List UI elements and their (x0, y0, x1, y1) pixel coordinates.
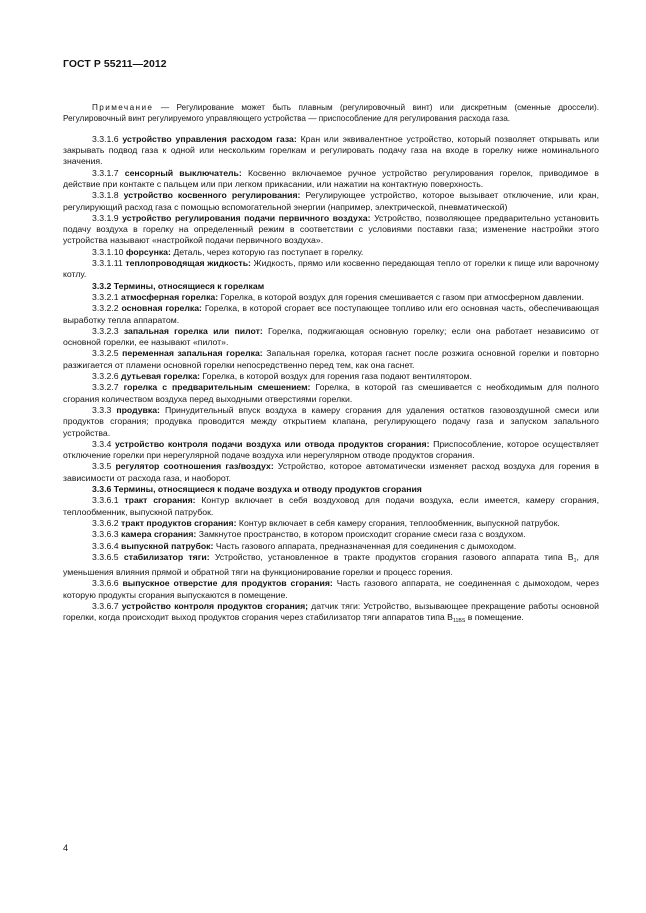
term-name: Термины, относящиеся к горелкам (113, 280, 265, 291)
clause-number: 3.3.2.7 (92, 382, 119, 393)
term-paragraph (63, 541, 599, 552)
term-paragraph (63, 552, 599, 579)
page-number: 4 (63, 843, 69, 853)
term-name: основная горелка: (121, 303, 202, 314)
clause-number: 3.3.6.6 (92, 578, 119, 589)
term-paragraph (63, 190, 599, 213)
term-paragraph (63, 461, 599, 484)
clause-number: 3.3.1.9 (92, 212, 119, 223)
term-definition: Устройство, установленное в тракте продуктов сгорания газового аппарата типа В (214, 551, 574, 562)
term-paragraph (63, 578, 599, 601)
term-paragraph (63, 371, 599, 382)
term-definition: Горелка, в которой сгорает все поступающее топливо или его основная часть, обеспечивающая выработку тепла аппаратом. (63, 303, 599, 325)
note-text: — Регулирование может быть плавным (регулировочный винт) или дискретным (сменные дроссели). Регулировочный винт регулируемого управляющего устройства — приспособление для регулирования расхода газа. (63, 103, 599, 123)
term-paragraph (63, 258, 599, 281)
term-paragraph (63, 213, 599, 247)
term-definition: Принудительный впуск воздуха в камеру сгорания для удаления остатков газовоздушной смеси или продуктов сгорания; продувка проводится между открытием клапана, регулирующего подачу газа и запуском запального устройства. (63, 404, 599, 438)
term-definition: Запальная горелка, которая гаснет после розжига основной горелки и повторно разжигается от пламени основной горелки непосредственно перед тем, как она гаснет. (63, 348, 599, 370)
clause-number: 3.3.2 (92, 280, 112, 291)
term-definition: Жидкость, прямо или косвенно передающая тепло от горелки к пище или варочному котлу. (63, 258, 599, 280)
term-paragraph (63, 405, 599, 439)
term-definition: Косвенно включаемое ручное устройство регулирования горелок, приводимое в действие при контакте с пальцем или при легком прикасании, или нажатии на контактную поверхность. (63, 167, 599, 189)
term-name: камера сгорания: (121, 529, 197, 540)
clause-number: 3.3.2.3 (92, 325, 119, 336)
term-definition-continued: в помещение. (465, 612, 524, 623)
clause-number: 3.3.6.1 (92, 495, 119, 506)
term-paragraph (63, 529, 599, 540)
term-definition: Часть газового аппарата, не соединенная с дымоходом, через которую продукты сгорания выпускаются в помещение. (63, 578, 600, 600)
term-paragraph (63, 382, 599, 405)
term-paragraph (63, 134, 599, 168)
term-definition: Контур включает в себя камеру сгорания, теплообменник, выпускной патрубок. (238, 517, 560, 528)
clause-number: 3.3.1.11 (92, 258, 123, 269)
term-definition: Регулирующее устройство, которое вызывает отключение, или кран, регулирующий расход газа с помощью вспомогательной энергии (например, электрической, пневматической) (63, 190, 599, 212)
term-name: устройство регулирования подачи первичного воздуха: (122, 212, 371, 223)
term-definition: датчик тяги: Устройство, вызывающее прекращение работы основной горелки, когда происходит выход продуктов сгорания через стабилизатор тяги аппаратов типа В (63, 600, 599, 623)
clause-number: 3.3.6.2 (92, 517, 119, 528)
term-definition: Устройство, которое автоматически изменяет расход воздуха для горения в зависимости от расхода газа, и наоборот. (63, 461, 599, 483)
term-definition: Деталь, через которую газ поступает в горелку. (173, 246, 364, 257)
term-name: выпускное отверстие для продуктов сгорания: (122, 578, 333, 589)
clause-number: 3.3.6.3 (92, 529, 119, 540)
clause-number: 3.3.6.5 (92, 551, 119, 562)
term-name: устройство управления расходом газа: (122, 133, 297, 144)
clause-number: 3.3.6 (92, 484, 112, 495)
document-body (63, 103, 599, 628)
term-name: переменная запальная горелка: (122, 348, 263, 359)
term-paragraph (63, 601, 599, 628)
term-name: стабилизатор тяги: (123, 551, 210, 562)
document-header: ГОСТ Р 55211—2012 (63, 59, 167, 70)
term-definition: Замкнутое пространство, в котором происходит сгорание смеси газа с воздухом. (198, 529, 526, 540)
subscript: 1 (573, 557, 577, 564)
term-name: тракт сгорания: (124, 495, 196, 506)
clause-number: 3.3.2.5 (92, 348, 119, 359)
term-name: Термины, относящиеся к подаче воздуха и отводу продуктов сгорания (113, 484, 422, 495)
subscript: 11BS (452, 618, 466, 625)
term-name: запальная горелка или пилот: (123, 325, 263, 336)
term-paragraph (63, 303, 599, 326)
term-definition: Горелка, в которой воздух для горения смешивается с газом при атмосферном давлении. (220, 291, 584, 302)
clause-number: 3.3.4 (92, 438, 112, 449)
clause-number: 3.3.2.1 (92, 291, 119, 302)
clause-number: 3.3.2.2 (92, 303, 119, 314)
term-name: дутьевая горелка: (121, 371, 201, 382)
term-name: тракт продуктов сгорания: (121, 517, 237, 528)
term-name: атмосферная горелка: (121, 291, 219, 302)
term-name: форсунка: (125, 246, 171, 257)
term-definition: Кран или эквивалентное устройство, который позволяет открывать или закрывать подвод газа к одной или нескольким горелкам и регулировать подачу газа на входе в горелку ниже номинального значения. (63, 133, 599, 167)
clause-number: 3.3.3 (92, 404, 112, 415)
term-definition: Часть газового аппарата, предназначенная для соединения с дымоходом. (215, 540, 517, 551)
term-paragraph (63, 495, 599, 518)
term-paragraph (63, 439, 599, 462)
term-name: выпускной патрубок: (121, 540, 214, 551)
clause-number: 3.3.5 (92, 461, 112, 472)
term-paragraph (63, 326, 599, 349)
term-definition: Горелка, в которой газ смешивается с необходимым для полного сгорания количеством воздуха перед выходными отверстиями горелки. (63, 382, 600, 404)
term-name: сенсорный выключатель: (124, 167, 242, 178)
term-paragraph (63, 518, 599, 529)
clause-number: 3.3.1.8 (92, 190, 119, 201)
term-name: регулятор соотношения газ/воздух: (115, 461, 274, 472)
term-name: горелка с предварительным смешением: (123, 382, 311, 393)
term-paragraph (63, 281, 599, 292)
term-name: устройство контроля подачи воздуха или отвода продуктов сгорания: (114, 438, 430, 449)
term-paragraph (63, 484, 599, 495)
clause-number: 3.3.1.10 (92, 246, 124, 257)
paragraph-list (63, 134, 599, 628)
term-name: устройство контроля продуктов сгорания; (121, 600, 309, 611)
note-label: Примечание (92, 103, 154, 112)
term-definition-continued: , для уменьшения влияния прямой и обратной тяги на функционирование горелки и процесс горения. (63, 551, 599, 578)
note-paragraph (63, 103, 599, 125)
term-paragraph (63, 168, 599, 191)
clause-number: 3.3.1.7 (92, 167, 119, 178)
term-paragraph (63, 247, 599, 258)
clause-number: 3.3.1.6 (92, 133, 119, 144)
clause-number: 3.3.6.4 (92, 540, 119, 551)
clause-number: 3.3.6.7 (92, 600, 119, 611)
term-paragraph (63, 292, 599, 303)
term-name: теплопроводящая жидкость: (125, 258, 251, 269)
term-name: устройство косвенного регулирования: (123, 190, 301, 201)
term-definition: Контур включает в себя воздуховод для подачи воздуха, если имеется, камеру сгорания, теплообменник, выпускной патрубок. (63, 495, 599, 517)
term-definition: Горелка, в которой воздух для горения газа подают вентилятором. (202, 371, 472, 382)
term-definition: Устройство, позволяющее предварительно установить подачу воздуха в горелку на определенный режим в соответствии с условиями поставки газа; изменение настройки этого устройства называют «настройкой подачи первичного воздуха». (63, 212, 599, 246)
term-definition: Приспособление, которое осуществляет отключение горелки при нерегулярной подаче воздуха или нерегулярном отводе продуктов сгорания. (63, 438, 599, 461)
clause-number: 3.3.2.6 (92, 371, 119, 382)
term-definition: Горелка, поджигающая основную горелку; если она работает независимо от основной горелки, ее называют «пилот». (63, 325, 599, 348)
term-paragraph (63, 348, 599, 371)
term-name: продувка: (116, 404, 160, 415)
